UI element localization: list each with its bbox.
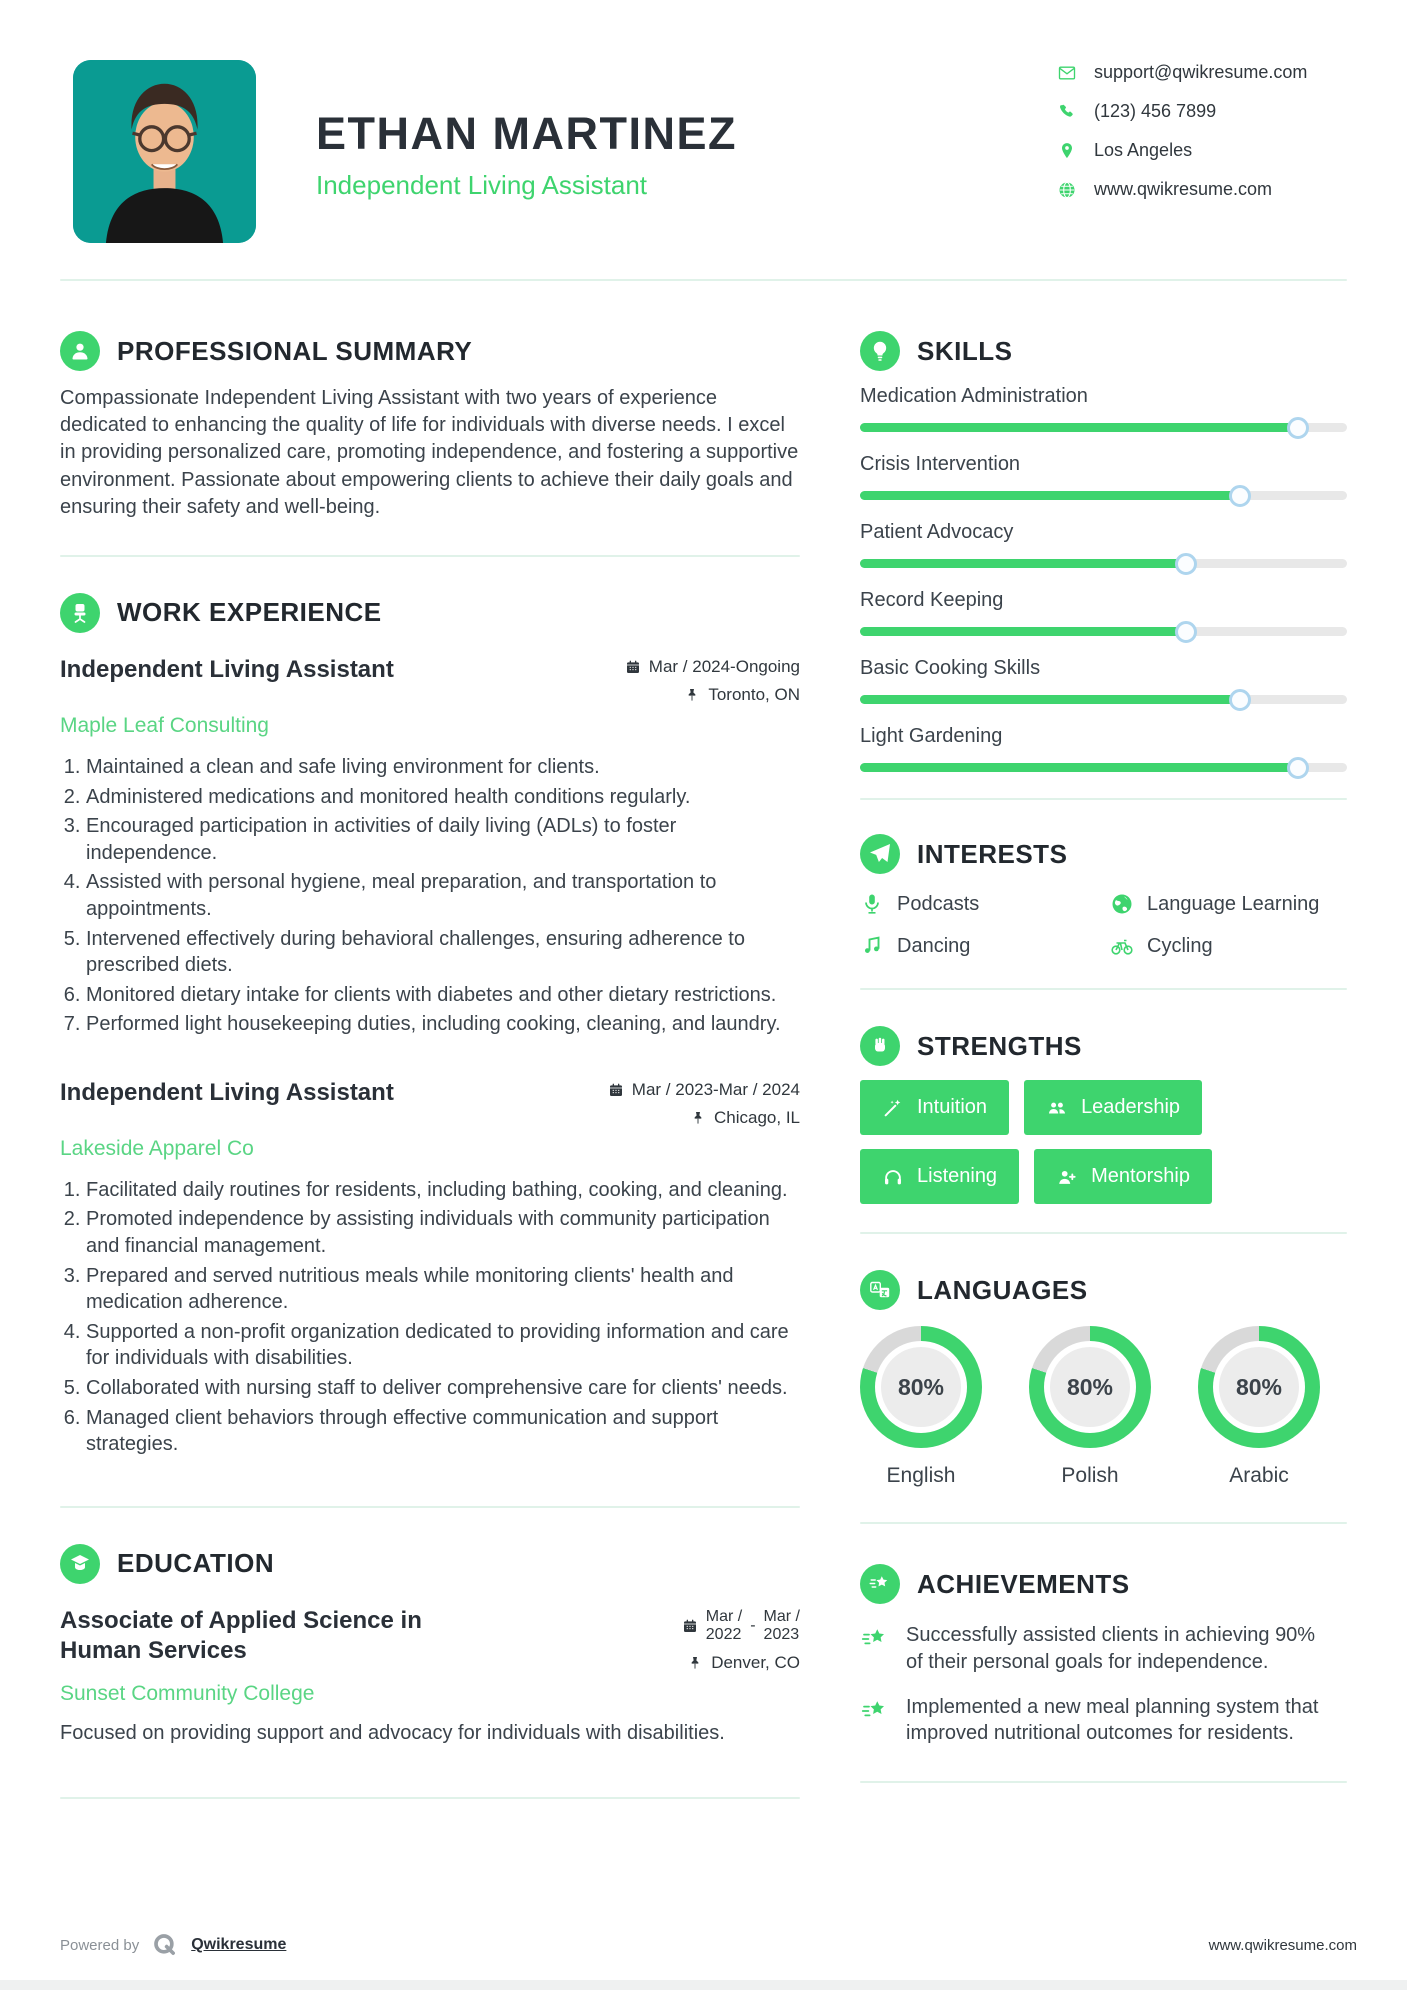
job-company: Maple Leaf Consulting — [60, 713, 269, 737]
strength-label: Mentorship — [1091, 1165, 1190, 1187]
language-donut — [1198, 1326, 1320, 1448]
bicycle-icon — [1110, 934, 1134, 958]
skill-item — [860, 385, 1347, 432]
language-donut — [860, 1326, 982, 1448]
profile-photo — [73, 60, 256, 243]
strength-badge — [1024, 1080, 1202, 1135]
skill-item — [860, 725, 1347, 772]
job-company: Lakeside Apparel Co — [60, 1136, 254, 1160]
strengths-header — [860, 1026, 1347, 1066]
shooting-star-icon — [860, 1564, 900, 1604]
interest-label: Podcasts — [897, 892, 980, 915]
language-label: English — [886, 1464, 956, 1487]
job-location: Chicago, IL — [690, 1108, 800, 1128]
job-top — [60, 1078, 800, 1128]
interest-item — [860, 934, 1110, 958]
skill-name: Light Gardening — [860, 725, 1003, 747]
strength-badge — [1034, 1149, 1212, 1204]
job-entry — [60, 1078, 800, 1458]
work-section — [60, 593, 800, 1458]
slider-fill — [860, 627, 1186, 636]
slider-knob — [1229, 485, 1251, 507]
work-header — [60, 593, 800, 633]
achievement-text: Implemented a new meal planning system that improved nutritional outcomes for residents. — [906, 1695, 1319, 1745]
powered-by-label: Powered by — [60, 1936, 140, 1954]
microphone-icon — [860, 892, 884, 916]
pushpin-icon — [684, 687, 700, 703]
achievements-section — [860, 1564, 1347, 1747]
skill-name: Record Keeping — [860, 589, 1004, 611]
pushpin-icon — [690, 1110, 706, 1126]
slider-fill — [860, 695, 1240, 704]
job-point: 2. Administered medications and monitored health conditions regularly. — [86, 784, 800, 811]
languages-row — [860, 1326, 1347, 1488]
section-divider — [60, 1506, 800, 1508]
language-percent: 80% — [1219, 1347, 1299, 1427]
interests-section — [860, 834, 1347, 958]
summary-title: PROFESSIONAL SUMMARY — [117, 335, 473, 366]
contact-website — [1057, 179, 1347, 200]
languages-title: LANGUAGES — [917, 1274, 1088, 1305]
job-point: 3. Prepared and served nutritious meals while monitoring clients' health and medication adherence. — [86, 1263, 800, 1316]
section-divider — [60, 1797, 800, 1799]
summary-text: Compassionate Independent Living Assistant with two years of experience dedicated to enhancing the quality of life for individuals with diverse needs. I excel in providing personalized care, promoting independence, and fostering a supportive environment. Passionate about empowering clients to achieve their daily goals and ensuring their safety and well-being. — [60, 387, 799, 518]
contact-email — [1057, 62, 1347, 83]
summary-section — [60, 331, 800, 521]
job-location: Toronto, ON — [684, 685, 800, 705]
fist-icon — [860, 1026, 900, 1066]
job-point: 6. Managed client behaviors through effective communication and support strategies. — [86, 1405, 800, 1458]
language-item — [1029, 1326, 1151, 1488]
job-point: 3. Encouraged participation in activities of daily living (ADLs) to foster independence. — [86, 813, 800, 866]
interest-item — [1110, 892, 1347, 916]
skill-item — [860, 453, 1347, 500]
achievement-item — [860, 1622, 1347, 1676]
badge-row — [860, 1080, 1347, 1135]
achievements-title: ACHIEVEMENTS — [917, 1568, 1130, 1599]
language-label: Arabic — [1229, 1464, 1289, 1487]
job-point: 1. Maintained a clean and safe living environment for clients. — [86, 754, 800, 781]
languages-header — [860, 1270, 1347, 1310]
job-entry — [60, 655, 800, 1038]
job-point: 5. Intervened effectively during behavioral challenges, ensuring adherence to prescribed diets. — [86, 926, 800, 979]
job-points — [60, 1177, 800, 1458]
globe-icon — [1110, 892, 1134, 916]
interests-grid — [860, 892, 1347, 958]
job-point: 4. Assisted with personal hygiene, meal preparation, and transportation to appointments. — [86, 869, 800, 922]
job-title: Independent Living Assistant — [60, 655, 394, 683]
contact-website-value: www.qwikresume.com — [1094, 179, 1273, 199]
section-divider — [860, 798, 1347, 800]
skill-item — [860, 589, 1347, 636]
qwikresume-link[interactable]: Qwikresume — [191, 1936, 287, 1953]
job-title: Independent Living Assistant — [60, 1078, 394, 1106]
star-icon — [860, 1624, 890, 1654]
summary-header — [60, 331, 800, 371]
interests-title: INTERESTS — [917, 838, 1068, 869]
contact-email-value: support@qwikresume.com — [1094, 62, 1308, 82]
skill-item — [860, 521, 1347, 568]
contact-block — [1057, 60, 1347, 200]
skill-name: Medication Administration — [860, 385, 1088, 407]
job-point: 7. Performed light housekeeping duties, including cooking, cleaning, and laundry. — [86, 1011, 800, 1038]
person-name: ETHAN MARTINEZ — [316, 108, 737, 159]
skills-section — [860, 331, 1347, 772]
job-point: 2. Promoted independence by assisting individuals with community participation and financial management. — [86, 1206, 800, 1259]
magic-wand-icon — [882, 1097, 904, 1119]
person-icon — [60, 331, 100, 371]
languages-section — [860, 1270, 1347, 1488]
education-title: EDUCATION — [117, 1548, 275, 1579]
section-divider — [860, 1522, 1347, 1524]
left-column — [60, 331, 800, 1799]
achievement-item — [860, 1694, 1347, 1748]
translate-icon — [860, 1270, 900, 1310]
slider-fill — [860, 763, 1298, 772]
language-label: Polish — [1061, 1464, 1119, 1487]
contact-phone — [1057, 101, 1347, 122]
interest-label: Cycling — [1147, 934, 1213, 957]
main-columns — [0, 281, 1407, 1799]
user-plus-icon — [1056, 1166, 1078, 1188]
slider-fill — [860, 559, 1186, 568]
interest-label: Dancing — [897, 934, 971, 957]
section-divider — [60, 555, 800, 557]
interest-label: Language Learning — [1147, 892, 1320, 915]
skills-header — [860, 331, 1347, 371]
skill-slider — [860, 491, 1347, 500]
achievements-header — [860, 1564, 1347, 1604]
strengths-title: STRENGTHS — [917, 1030, 1082, 1061]
contact-location — [1057, 140, 1347, 161]
language-item — [1198, 1326, 1320, 1488]
badge-row — [860, 1149, 1347, 1204]
job-points — [60, 754, 800, 1038]
achievement-text: Successfully assisted clients in achieving 90% of their personal goals for independence. — [906, 1624, 1316, 1673]
person-title: Independent Living Assistant — [316, 170, 648, 200]
footer-website: www.qwikresume.com — [1208, 1936, 1357, 1954]
calendar-icon — [608, 1082, 624, 1098]
education-entry — [60, 1606, 800, 1747]
slider-fill — [860, 491, 1240, 500]
people-icon — [1046, 1097, 1068, 1119]
interest-item — [1110, 934, 1347, 958]
skill-name: Crisis Intervention — [860, 453, 1021, 475]
qwikresume-logo-icon — [152, 1932, 178, 1958]
strengths-section — [860, 1026, 1347, 1204]
paper-plane-icon — [860, 834, 900, 874]
calendar-icon — [682, 1618, 698, 1634]
job-dates: Mar / 2024-Ongoing — [625, 657, 800, 677]
job-point: 5. Collaborated with nursing staff to deliver comprehensive care for clients' needs. — [86, 1375, 800, 1402]
skill-slider — [860, 763, 1347, 772]
music-note-icon — [860, 934, 884, 958]
skill-slider — [860, 559, 1347, 568]
language-donut — [1029, 1326, 1151, 1448]
skill-slider — [860, 695, 1347, 704]
name-block — [316, 108, 737, 201]
section-divider — [860, 1781, 1347, 1783]
education-description: Focused on providing support and advocacy for individuals with disabilities. — [60, 1721, 725, 1744]
skills-title: SKILLS — [917, 335, 1013, 366]
footer-brand-group — [60, 1932, 286, 1958]
skill-name: Basic Cooking Skills — [860, 657, 1041, 679]
slider-knob — [1229, 689, 1251, 711]
job-dates: Mar / 2023-Mar / 2024 — [608, 1080, 800, 1100]
strength-badge — [860, 1149, 1019, 1204]
job-meta — [625, 657, 800, 705]
footer — [60, 1932, 1357, 1958]
strength-label: Leadership — [1081, 1096, 1181, 1118]
language-percent: 80% — [881, 1347, 961, 1427]
education-top — [60, 1606, 800, 1673]
job-point: 4. Supported a non-profit organization dedicated to providing information and care for individuals with disabilities. — [86, 1319, 800, 1372]
avatar — [73, 60, 256, 243]
website-icon — [1057, 180, 1077, 200]
work-title: WORK EXPERIENCE — [117, 597, 382, 628]
email-icon — [1057, 63, 1077, 83]
slider-fill — [860, 423, 1298, 432]
slider-knob — [1287, 757, 1309, 779]
header — [0, 0, 1407, 243]
language-item — [860, 1326, 982, 1488]
office-chair-icon — [60, 593, 100, 633]
job-meta — [608, 1080, 800, 1128]
pushpin-icon — [687, 1655, 703, 1671]
section-divider — [860, 1232, 1347, 1234]
slider-knob — [1175, 553, 1197, 575]
education-meta — [682, 1608, 800, 1673]
skill-name: Patient Advocacy — [860, 521, 1014, 543]
language-percent: 80% — [1050, 1347, 1130, 1427]
job-point: 6. Monitored dietary intake for clients with diabetes and other dietary restrictions. — [86, 982, 800, 1009]
skill-item — [860, 657, 1347, 704]
lightbulb-icon — [860, 331, 900, 371]
school-name: Sunset Community College — [60, 1681, 315, 1705]
job-top — [60, 655, 800, 705]
contact-location-value: Los Angeles — [1094, 140, 1193, 160]
skill-slider — [860, 627, 1347, 636]
section-divider — [860, 988, 1347, 990]
degree-title: Associate of Applied Science in Human Services — [60, 1606, 422, 1664]
education-section — [60, 1544, 800, 1747]
slider-knob — [1287, 417, 1309, 439]
contact-phone-value: (123) 456 7899 — [1094, 101, 1217, 121]
phone-icon — [1057, 102, 1077, 122]
education-location: Denver, CO — [687, 1653, 800, 1673]
strength-badge — [860, 1080, 1009, 1135]
job-point: 1. Facilitated daily routines for residents, including bathing, cooking, and cleaning. — [86, 1177, 800, 1204]
skill-slider — [860, 423, 1347, 432]
calendar-icon — [625, 659, 641, 675]
interest-item — [860, 892, 1110, 916]
graduation-icon — [60, 1544, 100, 1584]
slider-knob — [1175, 621, 1197, 643]
headphones-icon — [882, 1166, 904, 1188]
strength-label: Intuition — [917, 1096, 988, 1118]
right-column — [860, 331, 1347, 1799]
education-header — [60, 1544, 800, 1584]
strength-label: Listening — [917, 1165, 998, 1187]
star-icon — [860, 1696, 890, 1726]
interests-header — [860, 834, 1347, 874]
page-edge — [0, 1980, 1407, 1990]
location-icon — [1057, 141, 1077, 161]
education-dates: Mar / 2022 - Mar / 2023 — [682, 1608, 800, 1645]
